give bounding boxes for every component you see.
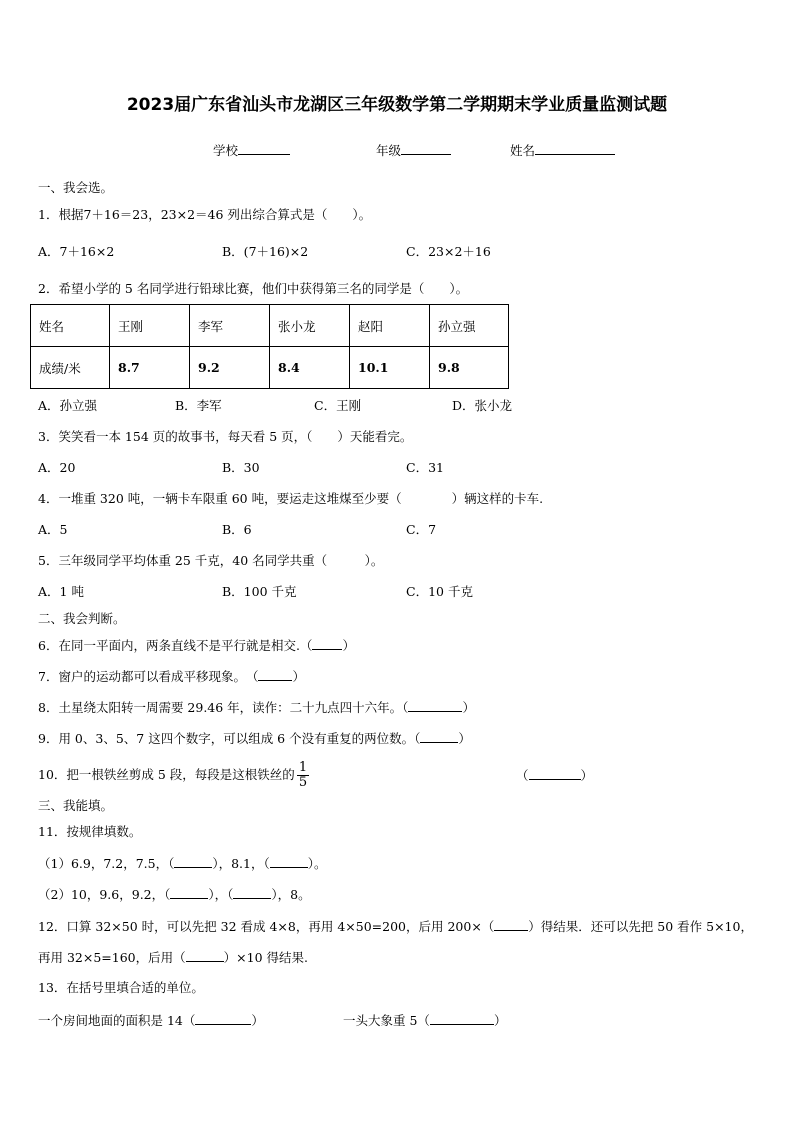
grade-blank[interactable] [401, 142, 451, 155]
q12-blank-2[interactable] [186, 949, 224, 962]
q9-text: 9．用 0、3、5、7 这四个数字，可以组成 6 个没有重复的两位数。（ [38, 731, 421, 746]
fraction-denominator: 5 [298, 775, 308, 790]
school-blank[interactable] [238, 142, 290, 155]
table-cell: 姓名 [31, 305, 110, 347]
question-10 [38, 760, 309, 790]
q5-option-b[interactable]: B．100 千克 [222, 584, 297, 599]
q11-p2-blank-2[interactable] [233, 886, 271, 899]
q13-elephant-text: 一头大象重 5（ [343, 1013, 430, 1028]
q11-p2-mid: ），（ [208, 887, 234, 902]
q11-part-1 [38, 855, 327, 872]
fraction-numerator: 1 [298, 760, 308, 775]
question-2: 2．希望小学的 5 名同学进行铅球比赛，他们中获得第三名的同学是（ ）。 [38, 281, 469, 296]
table-cell: 9.8 [430, 347, 509, 389]
q1-option-b[interactable]: B．(7＋16)×2 [222, 244, 309, 259]
table-row [31, 347, 509, 389]
q8-close: ） [462, 700, 475, 715]
question-11: 11．按规律填数。 [38, 824, 142, 839]
q13-elephant-blank[interactable] [430, 1012, 494, 1025]
q11-p1-text: （1）6.9，7.2，7.5，（ [38, 856, 175, 871]
q12-text-1: 12．口算 32×50 时，可以先把 32 看成 4×8，再用 4×50=200，后用 200×（ [38, 919, 495, 934]
q8-answer-blank[interactable] [408, 699, 462, 712]
q5-option-c[interactable]: C．10 千克 [406, 584, 473, 599]
table-cell: 成绩/米 [31, 347, 110, 389]
table-cell: 10.1 [350, 347, 430, 389]
q3-option-a[interactable]: A．20 [38, 460, 76, 475]
q11-p2-end: ），8。 [271, 887, 311, 902]
q10-open: （ [516, 768, 529, 783]
q12-text-3: 再用 32×5=160，后用（ [38, 950, 186, 965]
q13-elephant-close: ） [493, 1013, 507, 1028]
q5-option-a[interactable]: A．1 吨 [38, 584, 84, 599]
table-cell: 赵阳 [350, 305, 430, 347]
q7-answer-blank[interactable] [258, 668, 292, 681]
table-cell: 8.4 [270, 347, 350, 389]
score-table [30, 304, 509, 389]
q2-option-c[interactable]: C．王刚 [314, 398, 362, 413]
table-cell: 李军 [190, 305, 270, 347]
q13-room-blank[interactable] [195, 1012, 251, 1025]
table-cell: 9.2 [190, 347, 270, 389]
table-cell: 王刚 [110, 305, 190, 347]
section-heading-judge: 二、我会判断。 [38, 611, 126, 626]
q2-option-a[interactable]: A．孙立强 [38, 398, 98, 413]
q2-option-d[interactable]: D．张小龙 [452, 398, 513, 413]
q6-close: ） [342, 638, 355, 653]
question-12-line-1 [38, 918, 753, 935]
q4-option-c[interactable]: C．7 [406, 522, 437, 537]
q11-p2-text: （2）10，9.6，9.2，（ [38, 887, 171, 902]
q12-blank-1[interactable] [494, 918, 528, 931]
q4-option-a[interactable]: A．5 [38, 522, 68, 537]
q6-answer-blank[interactable] [312, 637, 342, 650]
school-label: 学校 [213, 143, 239, 158]
q11-p1-blank-2[interactable] [270, 855, 308, 868]
section-heading-fill: 三、我能填。 [38, 798, 114, 813]
q10-answer [516, 767, 593, 784]
question-5: 5．三年级同学平均体重 25 千克，40 名同学共重（ ）。 [38, 553, 384, 568]
table-cell: 孙立强 [430, 305, 509, 347]
q13-room-text: 一个房间地面的面积是 14（ [38, 1013, 196, 1028]
q13-room-close: ） [251, 1013, 264, 1028]
table-cell: 张小龙 [270, 305, 350, 347]
q11-part-2 [38, 886, 311, 903]
q10-text: 10．把一根铁丝剪成 5 段，每段是这根铁丝的 [38, 767, 295, 782]
q12-text-2: ）得结果．还可以先把 50 看作 5×10， [528, 919, 753, 934]
question-1: 1．根据7＋16＝23，23×2＝46 列出综合算式是（ ）。 [38, 207, 372, 222]
name-field [510, 141, 615, 159]
grade-label: 年级 [376, 143, 402, 158]
q10-close: ） [580, 768, 594, 783]
q11-p1-mid: ），8.1，（ [212, 856, 270, 871]
q6-text: 6．在同一平面内，两条直线不是平行就是相交.（ [38, 638, 313, 653]
section-heading-choose: 一、我会选。 [38, 180, 114, 195]
page-title: 2023届广东省汕头市龙湖区三年级数学第二学期期末学业质量监测试题 [126, 95, 668, 115]
grade-field [376, 141, 451, 159]
question-12-line-2 [38, 949, 308, 966]
question-13: 13．在括号里填合适的单位。 [38, 980, 204, 995]
q10-answer-blank[interactable] [529, 767, 581, 780]
q3-option-c[interactable]: C．31 [406, 460, 444, 475]
question-6 [38, 637, 355, 654]
question-4: 4．一堆重 320 吨，一辆卡车限重 60 吨，要运走这堆煤至少要（ ）辆这样的卡车. [38, 491, 544, 506]
q11-p1-end: ）。 [307, 856, 327, 871]
table-cell: 8.7 [110, 347, 190, 389]
q1-option-c[interactable]: C．23×2＋16 [406, 244, 491, 259]
q9-answer-blank[interactable] [420, 730, 458, 743]
q3-option-b[interactable]: B．30 [222, 460, 260, 475]
q1-option-a[interactable]: A．7＋16×2 [38, 244, 115, 259]
q13-item-elephant [343, 1012, 506, 1029]
q13-item-room [38, 1012, 264, 1029]
q10-fraction [297, 761, 309, 790]
q11-p1-blank-1[interactable] [174, 855, 212, 868]
table-header-row [31, 305, 509, 347]
q4-option-b[interactable]: B．6 [222, 522, 252, 537]
question-7 [38, 668, 305, 685]
q8-text: 8．土星绕太阳转一周需要 29.46 年，读作：二十九点四十六年。（ [38, 700, 409, 715]
q11-p2-blank-1[interactable] [170, 886, 208, 899]
name-blank[interactable] [535, 142, 615, 155]
question-9 [38, 730, 471, 747]
school-field [213, 141, 290, 159]
question-3: 3．笑笑看一本 154 页的故事书，每天看 5 页，（ ）天能看完。 [38, 429, 413, 444]
q12-text-4: ）×10 得结果. [223, 950, 308, 965]
question-8 [38, 699, 475, 716]
q9-close: ） [458, 731, 471, 746]
q7-close: ） [292, 669, 305, 684]
name-label: 姓名 [510, 143, 536, 158]
q2-option-b[interactable]: B．李军 [175, 398, 222, 413]
q7-text: 7．窗户的运动都可以看成平移现象。 （ [38, 669, 259, 684]
